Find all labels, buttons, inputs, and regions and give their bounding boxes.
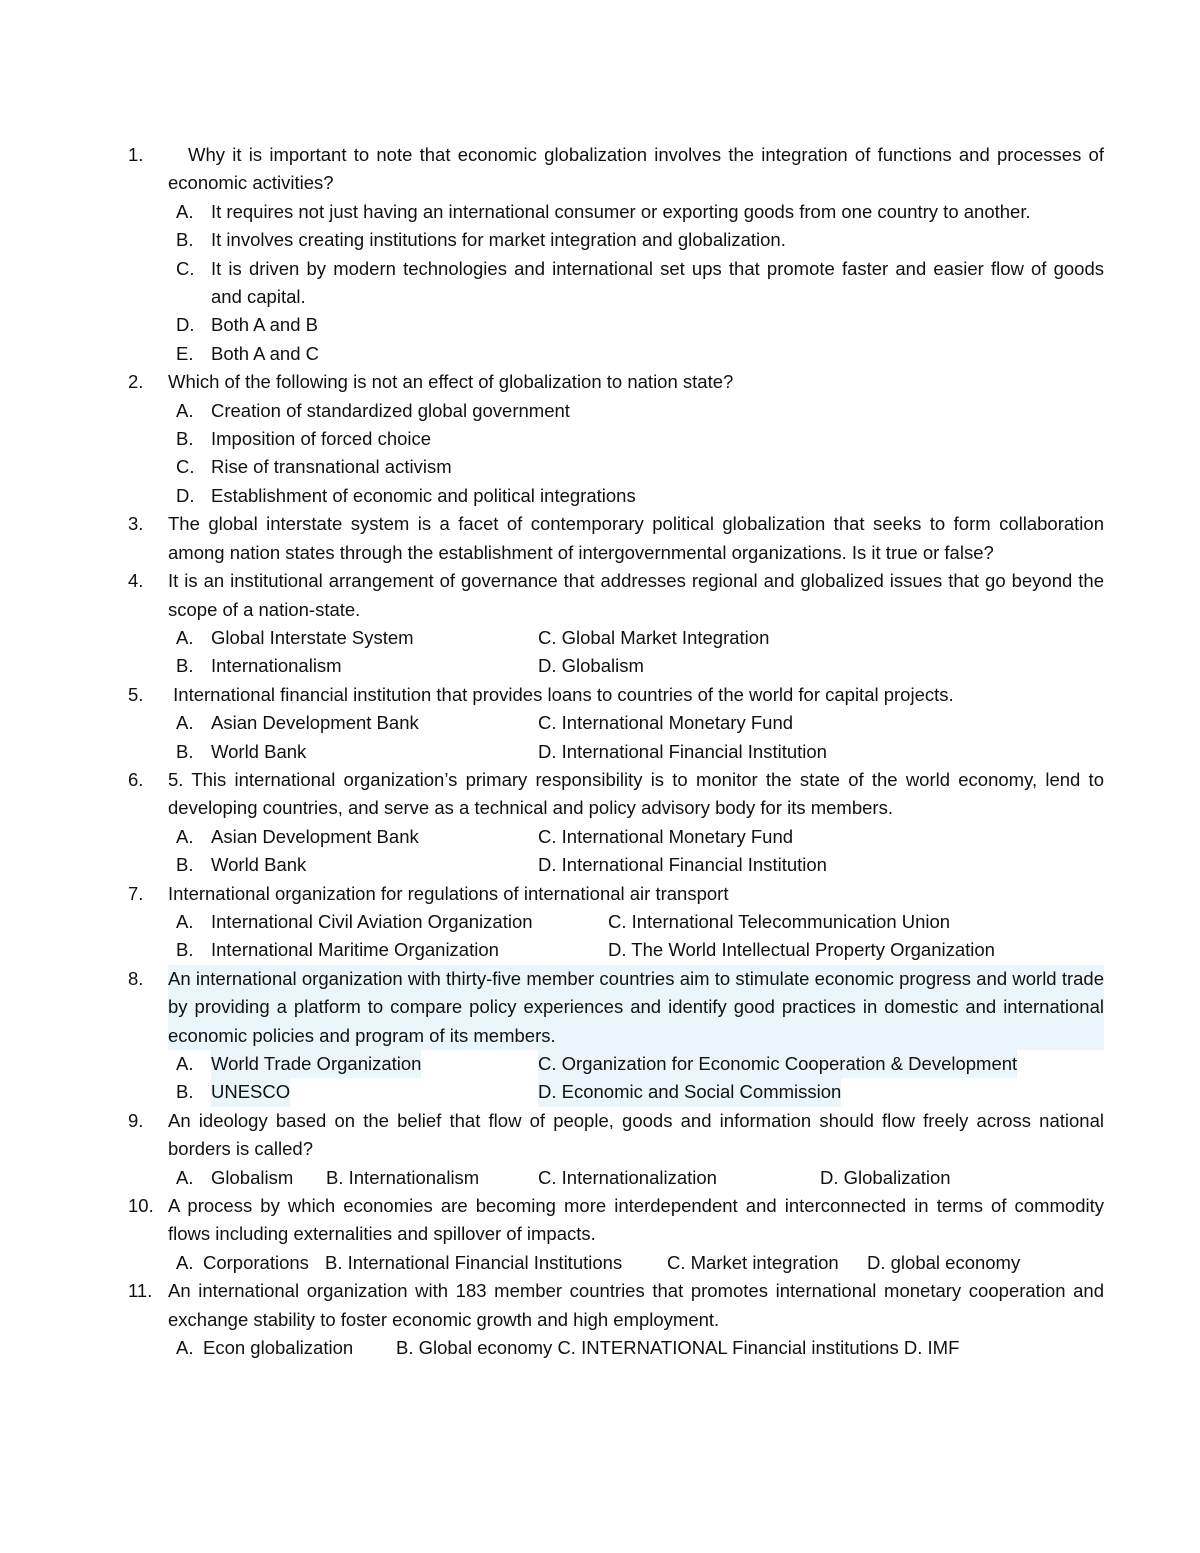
option-c — [168, 255, 1104, 312]
option-text: Asian Development Bank — [211, 712, 419, 734]
question-3 — [128, 510, 1104, 567]
option-text: Asian Development Bank — [211, 825, 419, 847]
question-11 — [128, 1277, 1104, 1362]
question-stem: Why it is important to note that economic globalization involves the integration of functions and processes of economic activities? — [168, 144, 1104, 194]
option-a — [168, 908, 608, 936]
option-d — [168, 311, 1104, 339]
option-b — [168, 226, 1104, 254]
option-b — [168, 652, 538, 680]
option-c: C. Market integration — [667, 1251, 839, 1273]
option-b: B. International Financial Institutions — [325, 1251, 623, 1273]
question-9 — [128, 1107, 1104, 1192]
question-10 — [128, 1192, 1104, 1277]
question-stem: International organization for regulations of international air transport — [168, 882, 729, 904]
option-letter: B. — [176, 740, 194, 762]
option-text: International Maritime Organization — [211, 939, 499, 961]
option-grid — [168, 624, 1104, 681]
option-d: D. Globalism — [538, 655, 644, 677]
option-line — [168, 1164, 1104, 1192]
option-letter: B. — [176, 229, 194, 251]
option-letter: A. — [176, 1337, 194, 1359]
option-a — [168, 198, 1104, 226]
option-b — [168, 738, 538, 766]
option-letter: A. — [176, 399, 194, 421]
option-letter: A. — [176, 200, 194, 222]
option-text: Establishment of economic and political integrations — [211, 484, 636, 506]
question-stem: 5. This international organization’s primary responsibility is to monitor the state of the world economy, lend to developing countries, and serve as a technical and policy advisory body for its members. — [168, 768, 1104, 819]
option-letter: C. — [176, 456, 195, 478]
option-a-text: Corporations — [203, 1251, 309, 1273]
question-number: 8. — [128, 967, 144, 989]
option-letter: D. — [176, 484, 195, 506]
option-b — [168, 851, 538, 879]
option-b — [168, 425, 1104, 453]
option-text: Both A and B — [211, 314, 318, 336]
option-letter: A. — [176, 712, 194, 734]
option-d: D. global economy — [867, 1251, 1021, 1273]
option-text: C. Organization for Economic Cooperation & Development — [538, 1050, 1017, 1078]
option-list — [168, 397, 1104, 511]
question-1 — [128, 141, 1104, 368]
option-text: World Trade Organization — [211, 1050, 421, 1078]
option-d: D. International Financial Institution — [538, 740, 827, 762]
option-c: C. Global Market Integration — [538, 626, 770, 648]
option-b — [168, 936, 608, 964]
option-grid — [168, 1050, 1104, 1107]
question-number: 10. — [128, 1195, 154, 1217]
option-letter: B. — [176, 655, 194, 677]
option-letter: A. — [176, 1053, 194, 1074]
option-d — [168, 482, 1104, 510]
question-number: 6. — [128, 768, 144, 790]
option-line — [168, 1249, 1104, 1277]
option-c — [168, 453, 1104, 481]
option-letter: A. — [176, 1166, 194, 1188]
option-letter: A. — [176, 825, 194, 847]
option-grid — [168, 709, 1104, 766]
option-c — [538, 1050, 1104, 1078]
question-stem: It is an institutional arrangement of governance that addresses regional and globalized issues that go beyond the scope of a nation-state. — [168, 570, 1104, 620]
option-letter: A. — [176, 910, 194, 932]
question-number: 3. — [128, 513, 144, 535]
option-c: C. International Telecommunication Union — [608, 910, 951, 932]
option-grid — [168, 823, 1104, 880]
option-line — [168, 1334, 1104, 1362]
question-stem: An international organization with thirty-five member countries aim to stimulate economic progress and world trade by providing a platform to compare policy experiences and identify good practices in domestic and international economic policies and program of its members. — [168, 965, 1104, 1050]
question-number: 9. — [128, 1109, 144, 1131]
option-letter: D. — [176, 314, 195, 336]
option-d: D. Globalization — [820, 1166, 951, 1188]
question-number: 2. — [128, 371, 144, 393]
option-d — [538, 1078, 1104, 1106]
option-d: D. International Financial Institution — [538, 854, 827, 876]
option-text: Creation of standardized global government — [211, 399, 570, 421]
option-text: It requires not just having an international consumer or exporting goods from one country to another. — [211, 200, 1031, 222]
question-list — [128, 141, 1104, 1362]
question-8 — [128, 965, 1104, 1107]
options-b-c-d: B. Global economy C. INTERNATIONAL Financial institutions D. IMF — [396, 1337, 960, 1359]
question-4 — [128, 567, 1104, 681]
option-c: C. Internationalization — [538, 1166, 717, 1188]
question-2 — [128, 368, 1104, 510]
option-a-text: Globalism — [211, 1166, 294, 1188]
option-a — [168, 1050, 538, 1078]
question-number: 5. — [128, 683, 144, 705]
question-stem: An international organization with 183 member countries that promotes international monetary cooperation and exchange stability to foster economic growth and high employment. — [168, 1280, 1104, 1330]
option-d: D. The World Intellectual Property Organization — [608, 939, 995, 961]
option-a — [168, 624, 538, 652]
option-letter: E. — [176, 342, 194, 364]
option-text: It involves creating institutions for market integration and globalization. — [211, 229, 786, 251]
option-e — [168, 340, 1104, 368]
question-5 — [128, 681, 1104, 766]
option-letter: C. — [176, 257, 195, 279]
question-number: 4. — [128, 570, 144, 592]
option-a — [168, 823, 538, 851]
question-stem: Which of the following is not an effect of globalization to nation state? — [168, 371, 734, 393]
question-stem: An ideology based on the belief that flow of people, goods and information should flow freely across national borders is called? — [168, 1109, 1104, 1160]
option-letter: A. — [176, 626, 194, 648]
option-list — [168, 198, 1104, 368]
question-7 — [128, 880, 1104, 965]
option-text: UNESCO — [211, 1078, 290, 1106]
question-stem: International financial institution that provides loans to countries of the world for capital projects. — [168, 683, 954, 705]
option-text: World Bank — [211, 854, 307, 876]
option-letter: B. — [176, 854, 194, 876]
option-text: Both A and C — [211, 342, 320, 364]
option-letter: B. — [176, 428, 194, 450]
option-a — [168, 397, 1104, 425]
option-text: Global Interstate System — [211, 626, 414, 648]
option-b — [168, 1078, 538, 1106]
option-c: C. International Monetary Fund — [538, 825, 794, 847]
option-b: B. Internationalism — [326, 1166, 480, 1188]
question-6 — [128, 766, 1104, 880]
question-number: 7. — [128, 882, 144, 904]
question-stem: The global interstate system is a facet of contemporary political globalization that seeks to form collaboration among nation states through the establishment of intergovernmental organizations. Is it true or false? — [168, 513, 1104, 563]
option-text: International Civil Aviation Organization — [211, 910, 533, 932]
option-a-text: Econ globalization — [203, 1337, 354, 1359]
option-a — [168, 709, 538, 737]
option-text: Rise of transnational activism — [211, 456, 452, 478]
option-c: C. International Monetary Fund — [538, 712, 794, 734]
option-text: It is driven by modern technologies and international set ups that promote faster and easier flow of goods and capital. — [211, 257, 1104, 308]
option-text: D. Economic and Social Commission — [538, 1078, 841, 1106]
question-stem: A process by which economies are becoming more interdependent and interconnected in terms of commodity flows including externalities and spillover of impacts. — [168, 1195, 1104, 1245]
option-letter: B. — [176, 939, 194, 961]
question-number: 11. — [128, 1280, 153, 1302]
option-text: Imposition of forced choice — [211, 428, 432, 450]
option-letter: B. — [176, 1081, 194, 1103]
question-number: 1. — [128, 144, 144, 165]
option-text: World Bank — [211, 740, 307, 762]
option-grid — [168, 908, 1104, 965]
option-text: Internationalism — [211, 655, 342, 677]
option-letter: A. — [176, 1251, 194, 1273]
